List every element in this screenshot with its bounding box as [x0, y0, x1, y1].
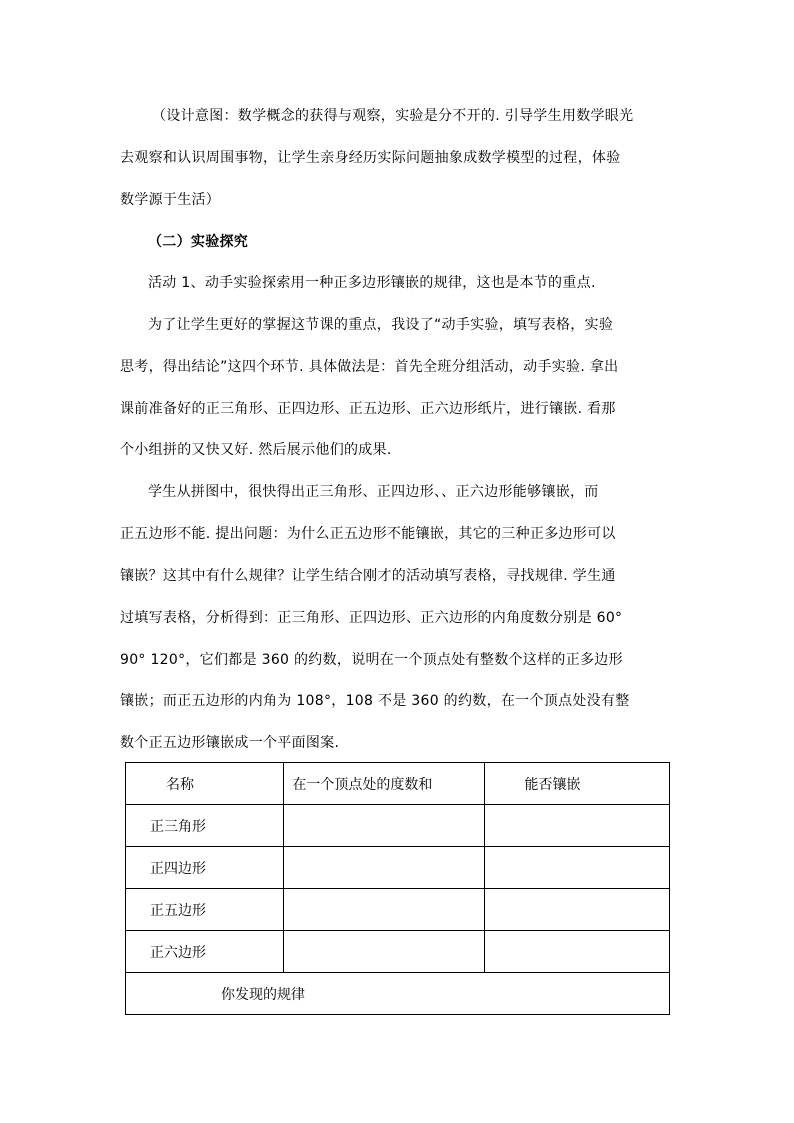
- angle-sum-cell[interactable]: [284, 931, 484, 973]
- header-can-tessellate: 能否镶嵌: [484, 763, 669, 805]
- angle-sum-cell[interactable]: [284, 847, 484, 889]
- analysis-line-1: 学生从拼图中，很快得出正三角形、正四边形、、正六边形能够镶嵌，而: [148, 484, 599, 500]
- angle-sum-cell[interactable]: [284, 805, 484, 847]
- analysis-line-2: 正五边形不能. 提出问题：为什么正五边形不能镶嵌，其它的三种正多边形可以: [120, 526, 616, 542]
- row-name-hexagon: 正六边形: [126, 931, 284, 973]
- row-name-triangle: 正三角形: [126, 805, 284, 847]
- analysis-line-6: 镶嵌；而正五边形的内角为 108°，108 不是 360 的约数，在一个顶点处没有整: [120, 693, 630, 709]
- activity-line: 活动 1、动手实验探索用一种正多边形镶嵌的规律，这也是本节的重点.: [148, 275, 596, 291]
- header-angle-sum: 在一个顶点处的度数和: [284, 763, 484, 805]
- table-footer-row: [126, 973, 670, 1015]
- table-row: [126, 931, 670, 973]
- tessellation-table: [125, 762, 670, 1015]
- table-row: [126, 889, 670, 931]
- design-intent-line-3: 数学源于生活）: [120, 192, 221, 208]
- table-row: [126, 805, 670, 847]
- angle-sum-cell[interactable]: [284, 889, 484, 931]
- design-intent-line-2: 去观察和认识周围事物，让学生亲身经历实际问题抽象成数学模型的过程，体验: [120, 150, 621, 166]
- can-tessellate-cell[interactable]: [484, 931, 669, 973]
- section-heading: （二）实验探究: [148, 234, 249, 250]
- can-tessellate-cell[interactable]: [484, 847, 669, 889]
- analysis-line-3: 镶嵌？这其中有什么规律？让学生结合刚才的活动填写表格，寻找规律. 学生通: [120, 568, 616, 584]
- row-name-square: 正四边形: [126, 847, 284, 889]
- method-line-3: 课前准备好的正三角形、正四边形、正五边形、正六边形纸片，进行镶嵌. 看那: [120, 401, 616, 417]
- table-header-row: [126, 763, 670, 805]
- can-tessellate-cell[interactable]: [484, 889, 669, 931]
- design-intent-line-1: （设计意图：数学概念的获得与观察，实验是分不开的. 引导学生用数学眼光: [152, 108, 634, 124]
- analysis-line-5: 90° 120°，它们都是 360 的约数，说明在一个顶点处有整数个这样的正多边形: [120, 652, 623, 668]
- header-name: 名称: [126, 763, 284, 805]
- analysis-line-4: 过填写表格，分析得到：正三角形、正四边形、正六边形的内角度数分别是 60°: [120, 610, 623, 626]
- table-row: [126, 847, 670, 889]
- can-tessellate-cell[interactable]: [484, 805, 669, 847]
- method-line-1: 为了让学生更好的掌握这节课的重点，我设了“动手实验，填写表格，实验: [148, 317, 614, 333]
- discovered-rule-cell[interactable]: 你发现的规律: [126, 973, 670, 1015]
- method-line-4: 个小组拼的又快又好. 然后展示他们的成果.: [120, 442, 392, 458]
- analysis-line-7: 数个正五边形镶嵌成一个平面图案.: [120, 735, 340, 751]
- row-name-pentagon: 正五边形: [126, 889, 284, 931]
- method-line-2: 思考，得出结论”这四个环节. 具体做法是：首先全班分组活动，动手实验. 拿出: [120, 359, 619, 375]
